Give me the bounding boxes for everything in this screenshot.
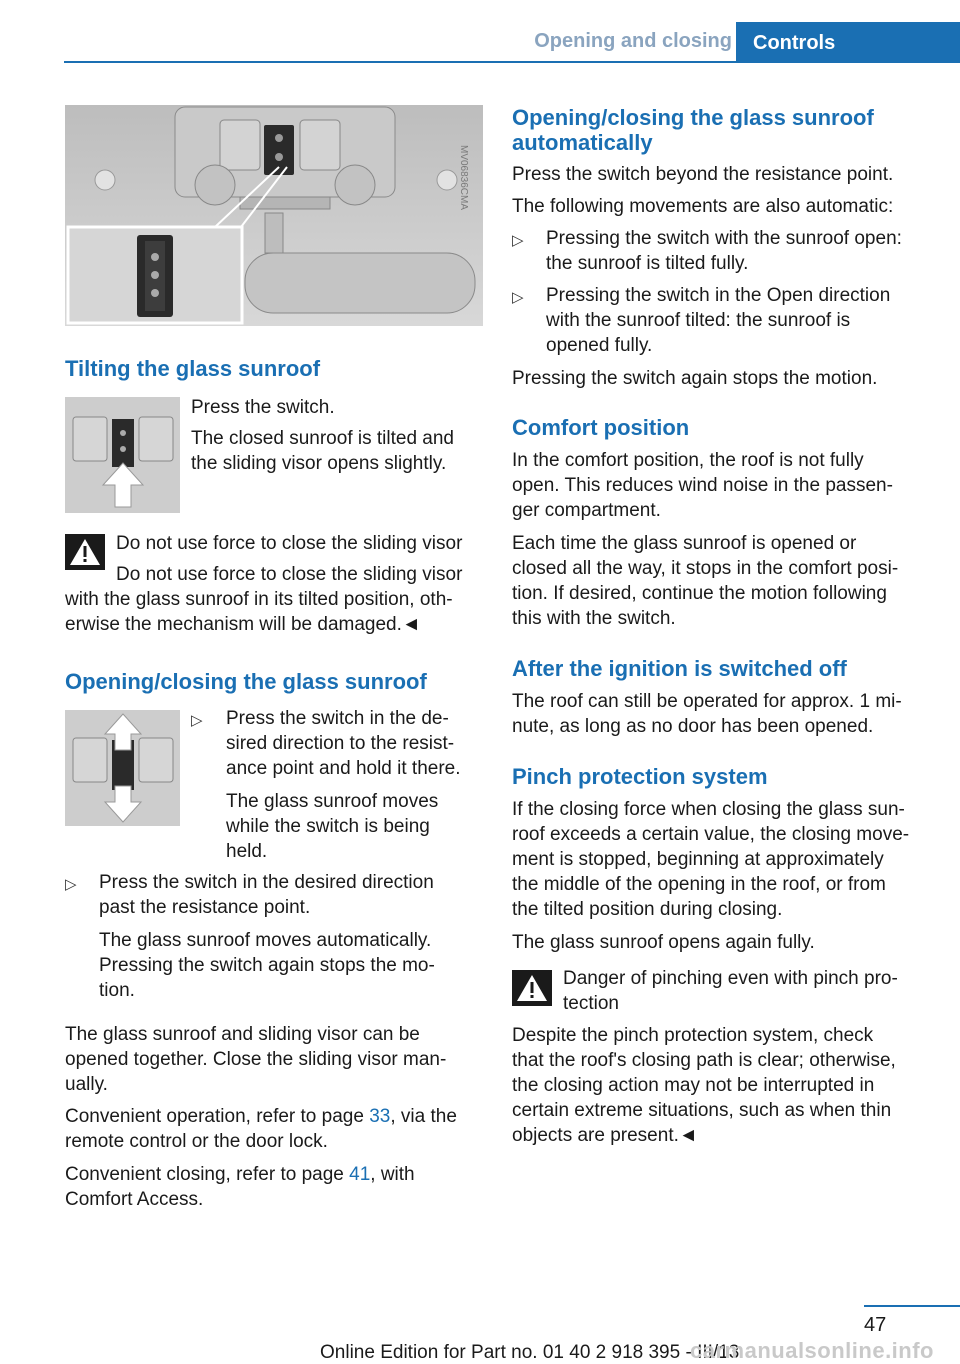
auto-b2-line2: with the sunroof tilted: the sunroof is: [546, 310, 851, 331]
oc-b2-p2-line2: Pressing the switch again stops the mo-: [99, 955, 435, 976]
bullet-marker: ▷: [512, 289, 524, 306]
figure-switch-open-close: [65, 710, 180, 826]
convenient-closing-line1: [65, 1162, 415, 1187]
oc-b2-p2-line3: tion.: [99, 980, 135, 1001]
warning-icon: [65, 534, 105, 570]
bullet-marker: ▷: [65, 876, 77, 893]
convenient-operation-text: Convenient operation, refer to page: [65, 1106, 370, 1127]
oc-b1-p2-line1: The glass sunroof moves: [226, 791, 439, 812]
heading-ignition: After the ignition is switched off: [512, 656, 847, 681]
warning1-line3: erwise the mechanism will be damaged.◄: [65, 614, 421, 635]
page-link-41[interactable]: 41: [349, 1164, 371, 1185]
comfort-line5: closed all the way, it stops in the comfort posi-: [512, 558, 899, 579]
oc-together-line3: ually.: [65, 1074, 108, 1095]
heading-auto-line1: Opening/closing the glass sunroof: [512, 105, 874, 130]
footer-edition: Online Edition for Part no. 01 40 2 918 395 - III/13: [320, 1342, 740, 1363]
heading-opening-closing: Opening/closing the glass sunroof: [65, 669, 427, 694]
heading-auto-line2: automatically: [512, 130, 653, 155]
figure-switch-tilt: [65, 397, 180, 513]
comfort-line4: Each time the glass sunroof is opened or: [512, 533, 857, 554]
warning1-title: Do not use force to close the sliding visor: [116, 533, 463, 554]
pinch-line1: If the closing force when closing the glass sun-: [512, 799, 905, 820]
warning-icon: [512, 970, 552, 1006]
pinch-line5: the tilted position during closing.: [512, 899, 783, 920]
oc-b2-line2: past the resistance point.: [99, 897, 311, 918]
bullet-marker: ▷: [512, 232, 524, 249]
auto-b2-line3: opened fully.: [546, 335, 653, 356]
convenient-operation-line1: [65, 1104, 457, 1129]
oc-b1-line2: sired direction to the resist-: [226, 733, 455, 754]
comfort-line2: open. This reduces wind noise in the passen-: [512, 475, 893, 496]
auto-b2-line1: Pressing the switch in the Open direction: [546, 285, 891, 306]
oc-together-line2: opened together. Close the sliding visor man-: [65, 1049, 447, 1070]
figure-overhead-console: [65, 105, 483, 326]
warning2-line3: the closing action may not be interrupted in: [512, 1075, 875, 1096]
figure-code: MV06836CMA: [458, 145, 469, 211]
oc-b2-p2-line1: The glass sunroof moves automatically.: [99, 930, 432, 951]
heading-comfort: Comfort position: [512, 415, 690, 440]
auto-b1-line2: the sunroof is tilted fully.: [546, 253, 749, 274]
oc-b1-p2-line3: held.: [226, 841, 268, 862]
auto-p2: The following movements are also automatic:: [512, 196, 894, 217]
bullet-marker: ▷: [191, 712, 203, 729]
convenient-operation-text-end: , via the: [390, 1106, 457, 1127]
comfort-line1: In the comfort position, the roof is not fully: [512, 450, 864, 471]
pinch-line3: ment is stopped, beginning at approximately: [512, 849, 884, 870]
auto-p1: Press the switch beyond the resistance point.: [512, 164, 894, 185]
pinch-line2: roof exceeds a certain value, the closing move-: [512, 824, 910, 845]
warning2-line1: Despite the pinch protection system, check: [512, 1025, 874, 1046]
warning2-title-line2: tection: [563, 993, 619, 1014]
heading-tilting: Tilting the glass sunroof: [65, 356, 321, 381]
convenient-operation-line2: remote control or the door lock.: [65, 1131, 328, 1152]
tilt-text-press: Press the switch.: [191, 397, 335, 418]
ignition-line2: nute, as long as no door has been opened.: [512, 716, 874, 737]
page-link-33[interactable]: 33: [369, 1106, 391, 1127]
warning2-line5: objects are present.◄: [512, 1125, 698, 1146]
comfort-line6: tion. If desired, continue the motion following: [512, 583, 887, 604]
oc-b1-line1: Press the switch in the de-: [226, 708, 449, 729]
oc-together-line1: The glass sunroof and sliding visor can be: [65, 1024, 420, 1045]
footer-rule: [864, 1305, 960, 1307]
header-section-title: Opening and closing: [534, 30, 732, 52]
oc-b1-line3: ance point and hold it there.: [226, 758, 461, 779]
comfort-line7: this with the switch.: [512, 608, 676, 629]
pinch-line4: the middle of the opening in the roof, or from: [512, 874, 886, 895]
convenient-closing-line2: Comfort Access.: [65, 1189, 204, 1210]
figure-overhead-console-drawing: [65, 105, 483, 326]
convenient-closing-text-end: , with: [370, 1164, 415, 1185]
comfort-line3: ger compartment.: [512, 500, 661, 521]
warning1-line2: with the glass sunroof in its tilted position, oth-: [65, 589, 453, 610]
auto-p3: Pressing the switch again stops the motion.: [512, 368, 878, 389]
warning2-title-line1: Danger of pinching even with pinch pro-: [563, 968, 898, 989]
tilt-text-line1: The closed sunroof is tilted and: [191, 428, 454, 449]
ignition-line1: The roof can still be operated for approx. 1 mi-: [512, 691, 902, 712]
oc-b1-p2-line2: while the switch is being: [226, 816, 430, 837]
header-chapter-tab: Controls: [736, 22, 960, 62]
heading-pinch: Pinch protection system: [512, 764, 768, 789]
page-number: 47: [864, 1314, 887, 1336]
warning2-line2: that the roof's closing path is clear; otherwise,: [512, 1050, 896, 1071]
figure-switch-open-close-drawing: [65, 710, 180, 826]
header-rule: [64, 61, 960, 63]
watermark: carmanualsonline.info: [690, 1338, 934, 1363]
warning2-line4: certain extreme situations, such as when thin: [512, 1100, 892, 1121]
figure-switch-tilt-drawing: [65, 397, 180, 513]
warning1-line1: Do not use force to close the sliding visor: [116, 564, 463, 585]
auto-b1-line1: Pressing the switch with the sunroof open:: [546, 228, 902, 249]
pinch-line6: The glass sunroof opens again fully.: [512, 932, 815, 953]
oc-b2-line1: Press the switch in the desired direction: [99, 872, 434, 893]
convenient-closing-text: Convenient closing, refer to page: [65, 1164, 350, 1185]
tilt-text-line2: the sliding visor opens slightly.: [191, 453, 447, 474]
